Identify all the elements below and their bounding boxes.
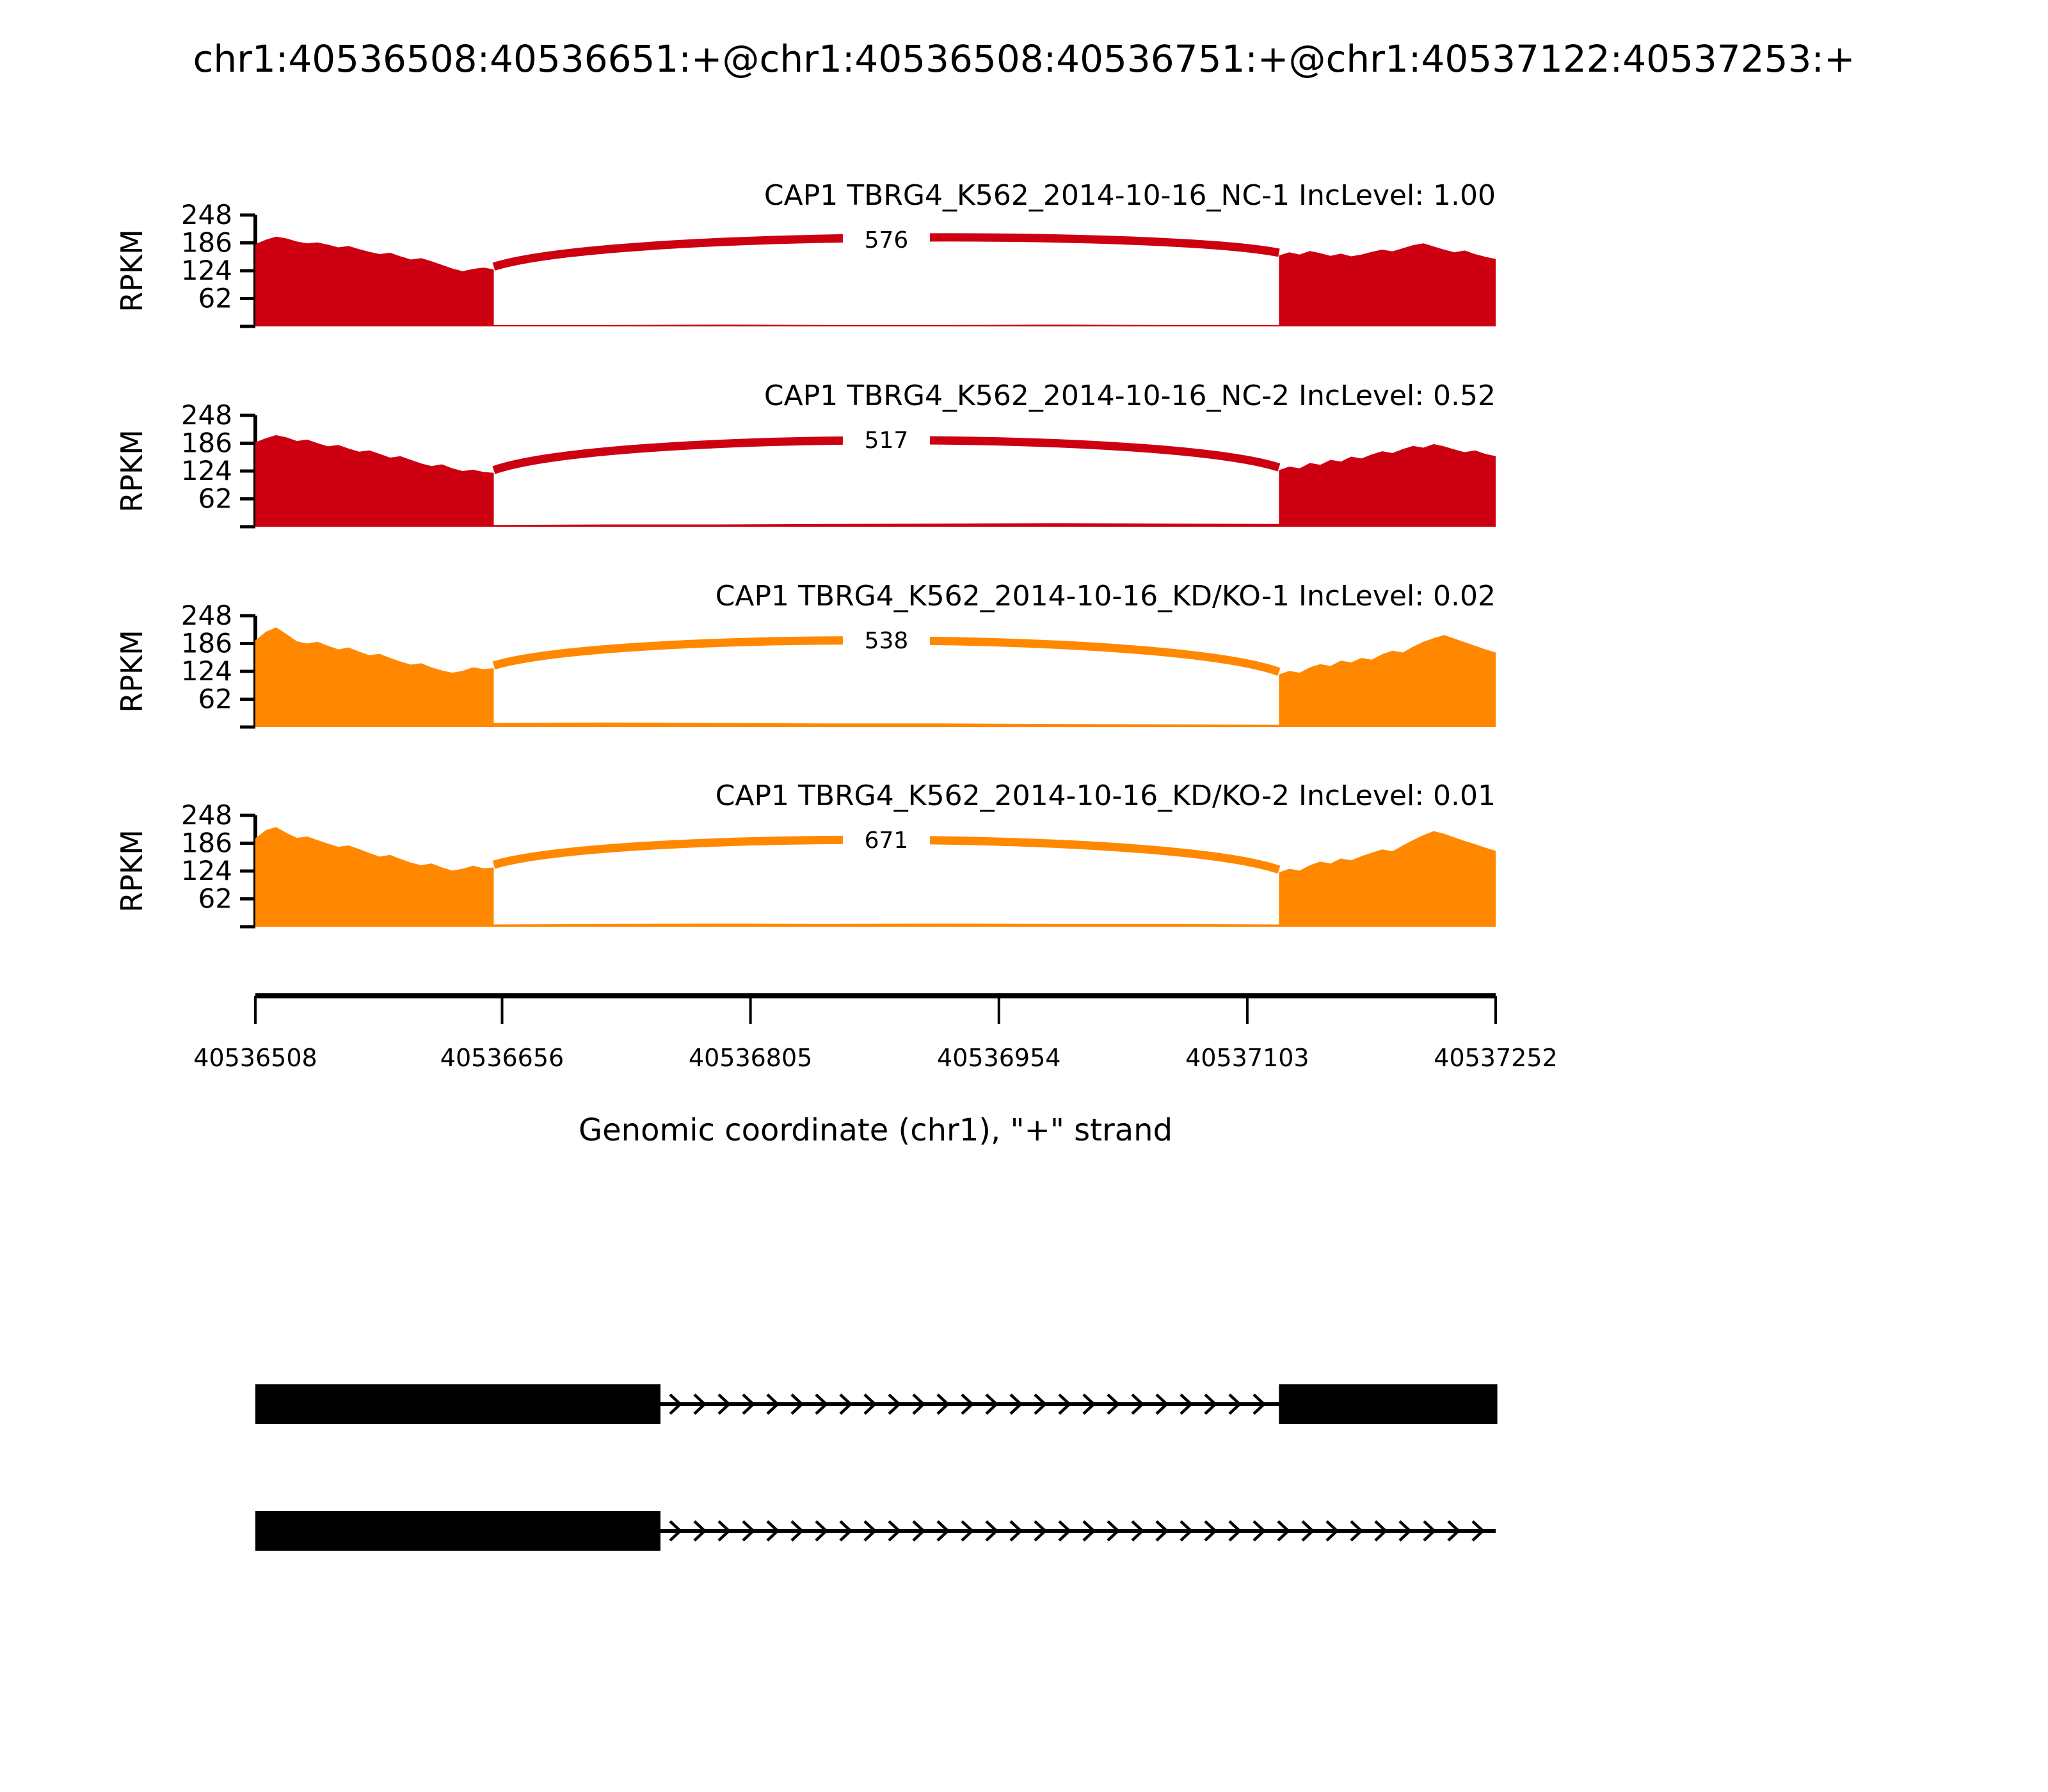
y-tick-label: 186	[180, 427, 232, 459]
y-axis-label: RPKM	[115, 829, 149, 913]
coverage-tracks	[115, 179, 1496, 927]
y-tick-label: 248	[180, 600, 232, 631]
sashimi-track	[115, 780, 1496, 927]
y-tick-label: 62	[198, 483, 232, 515]
sashimi-track	[115, 179, 1496, 326]
x-tick-label: 40537252	[1434, 1044, 1558, 1072]
x-tick-label: 40537103	[1185, 1044, 1309, 1072]
figure-title: chr1:40536508:40536651:+@chr1:40536508:40536751:+@chr1:40537122:40537253:+	[193, 37, 1855, 81]
genomic-axis	[193, 996, 1557, 1148]
transcript-models	[255, 1384, 1498, 1551]
sashimi-track	[115, 580, 1496, 727]
y-axis-label: RPKM	[115, 630, 149, 713]
junction-count: 576	[864, 227, 909, 253]
y-tick-label: 186	[180, 827, 232, 859]
y-tick-label: 124	[180, 855, 232, 886]
x-tick-label: 40536954	[937, 1044, 1061, 1072]
junction-count: 517	[864, 428, 909, 454]
track-label: CAP1 TBRG4_K562_2014-10-16_KD/KO-2 IncLevel: 0.01	[715, 780, 1496, 812]
y-tick-label: 124	[180, 455, 232, 486]
exon-box	[255, 1511, 660, 1551]
track-label: CAP1 TBRG4_K562_2014-10-16_NC-1 IncLevel: 1.00	[764, 179, 1496, 212]
y-tick-label: 186	[180, 627, 232, 659]
y-tick-label: 248	[180, 399, 232, 431]
y-tick-label: 186	[180, 227, 232, 259]
exon-box	[255, 1384, 660, 1424]
track-label: CAP1 TBRG4_K562_2014-10-16_NC-2 IncLevel: 0.52	[764, 380, 1496, 412]
x-tick-label: 40536508	[193, 1044, 317, 1072]
x-tick-label: 40536805	[688, 1044, 813, 1072]
y-tick-label: 62	[198, 282, 232, 314]
transcript	[255, 1384, 1498, 1424]
y-axis-label: RPKM	[115, 429, 149, 513]
sashimi-track	[115, 380, 1496, 527]
junction-count: 671	[864, 828, 909, 854]
track-label: CAP1 TBRG4_K562_2014-10-16_KD/KO-1 IncLevel: 0.02	[715, 580, 1496, 612]
y-tick-label: 248	[180, 199, 232, 230]
y-tick-label: 124	[180, 255, 232, 286]
y-tick-label: 124	[180, 655, 232, 687]
y-tick-label: 62	[198, 683, 232, 715]
transcript	[255, 1511, 1496, 1551]
y-tick-label: 248	[180, 799, 232, 831]
y-axis-label: RPKM	[115, 229, 149, 312]
x-axis-title: Genomic coordinate (chr1), "+" strand	[578, 1112, 1173, 1148]
junction-count: 538	[864, 628, 909, 654]
y-tick-label: 62	[198, 883, 232, 915]
x-tick-label: 40536656	[440, 1044, 564, 1072]
exon-box	[1279, 1384, 1497, 1424]
